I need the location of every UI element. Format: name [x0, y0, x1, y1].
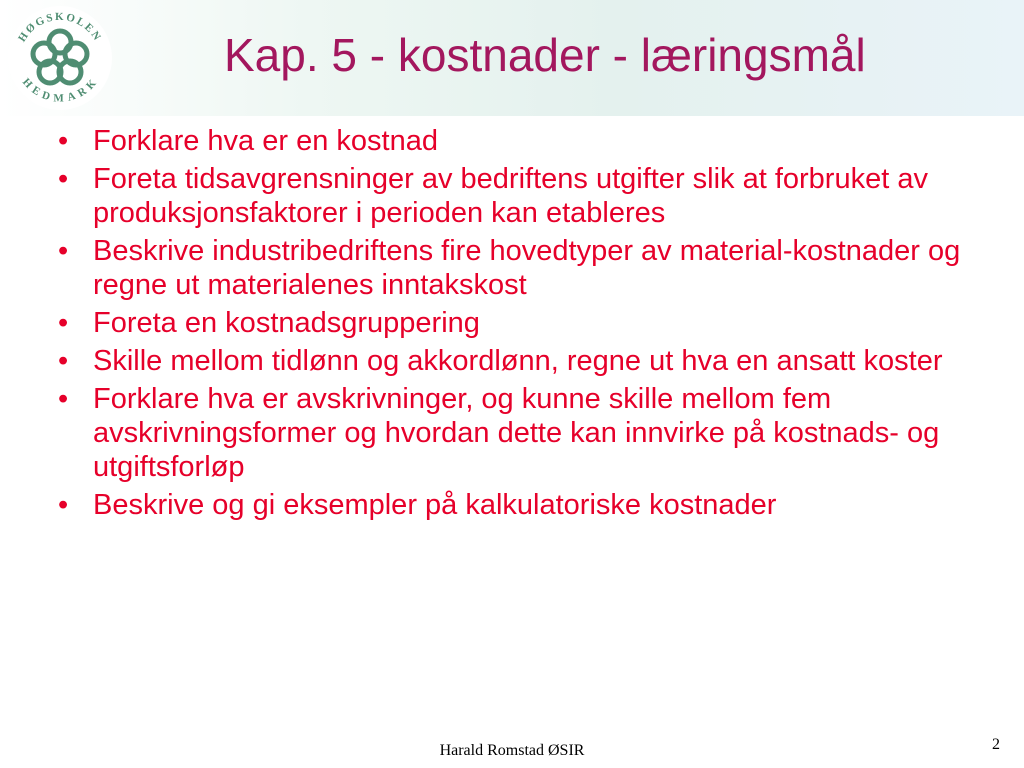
bullet-text: Beskrive industribedriftens fire hovedtyper av material-kostnader og regne ut materialenes inntakskost — [93, 235, 969, 301]
list-item — [58, 124, 998, 158]
bullet-icon: • — [58, 125, 69, 157]
footer-author: Harald Romstad ØSIR — [439, 742, 585, 759]
bullet-icon: • — [58, 235, 69, 267]
bullet-text: Foreta tidsavgrensninger av bedriftens utgifter slik at forbruket av produksjonsfaktorer i perioden kan etableres — [93, 163, 937, 229]
bullet-icon: • — [58, 383, 69, 415]
bullet-text: Forklare hva er avskrivninger, og kunne skille mellom fem avskrivningsformer og hvordan dette kan innvirke på kostnads- og utgiftsforløp — [93, 383, 948, 483]
list-item — [58, 234, 998, 302]
bullet-icon: • — [58, 163, 69, 195]
logo-text-top: HØGSKOLEN — [16, 10, 104, 45]
header-band — [0, 0, 1024, 116]
list-item — [58, 344, 998, 378]
list-item — [58, 382, 998, 484]
bullet-icon: • — [58, 489, 69, 521]
bullet-text: Beskrive og gi eksempler på kalkulatoriske kostnader — [93, 489, 777, 521]
logo-text-bottom: HEDMARK — [19, 76, 101, 105]
school-logo — [6, 4, 114, 112]
list-item — [58, 162, 998, 230]
bullet-icon: • — [58, 307, 69, 339]
bullet-text: Forklare hva er en kostnad — [93, 125, 438, 157]
list-item — [58, 488, 998, 522]
bullet-text: Foreta en kostnadsgruppering — [93, 307, 480, 339]
learning-goals-list — [58, 124, 998, 526]
page-number: 2 — [992, 736, 1000, 753]
slide-title: Kap. 5 - kostnader - læringsmål — [224, 29, 866, 81]
bullet-icon: • — [58, 345, 69, 377]
list-item — [58, 306, 998, 340]
bullet-text: Skille mellom tidlønn og akkordlønn, regne ut hva en ansatt koster — [93, 345, 943, 377]
